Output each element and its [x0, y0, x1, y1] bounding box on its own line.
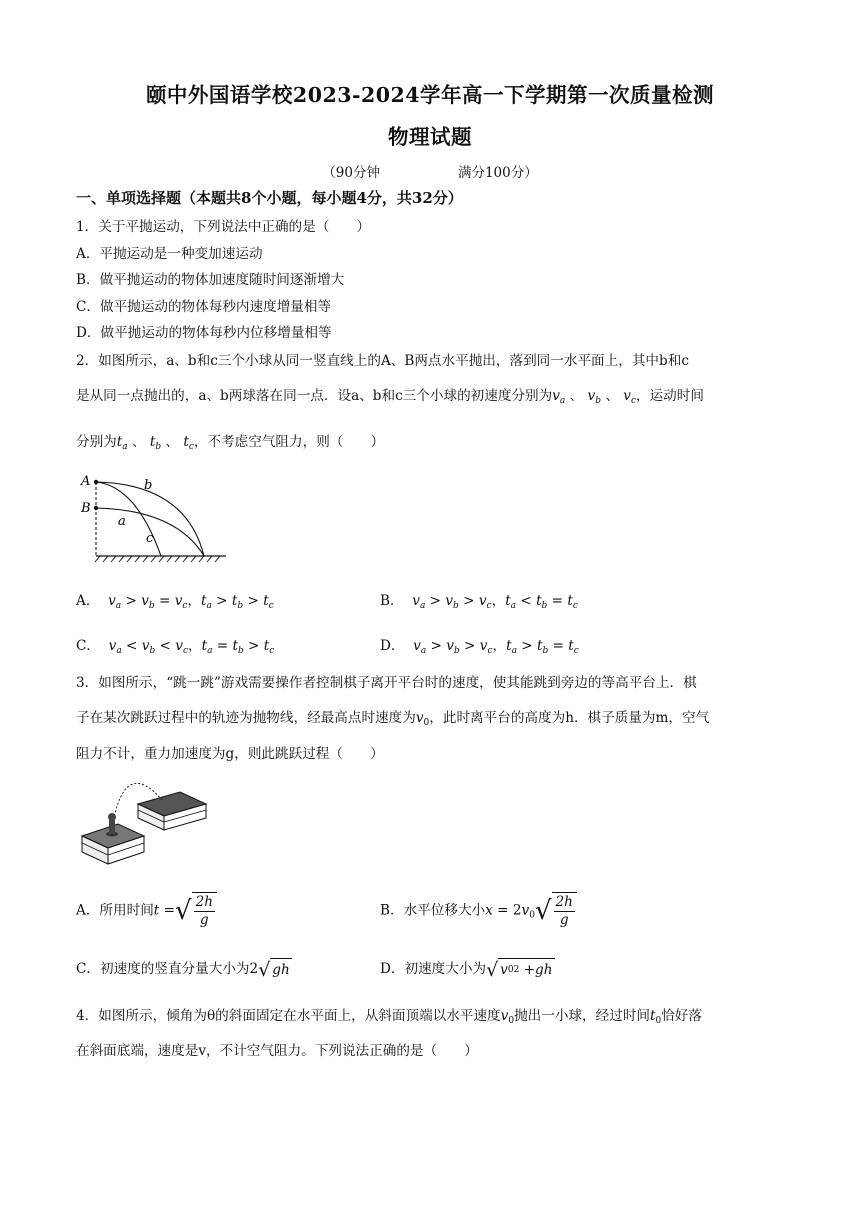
q2-line3-tail: ，不考虑空气阻力，则（ ）	[193, 434, 385, 450]
q2-line2-text: 是从同一点抛出的，a、b两球落在同一点．设a、b和c三个小球的初速度分别为	[76, 388, 553, 404]
q1-option-d: D．做平抛运动的物体每秒内位移增量相等	[76, 325, 332, 341]
q3-line2: 子在某次跳跃过程中的轨迹为抛物线，经最高点时速度为$v_0$，此时离平台的高度为h．棋子质量为m，空气	[76, 710, 710, 728]
point-a-dot	[94, 480, 98, 484]
exam-info	[0, 161, 860, 181]
q2-line3-head: 分别为	[76, 434, 117, 450]
q1-option-a: A．平抛运动是一种变加速运动	[76, 246, 263, 262]
q3-line2-tail: ，此时离平台的高度为h．棋子质量为m，空气	[429, 710, 710, 726]
q4-line1-tail: 恰好落	[661, 1008, 702, 1024]
q2-line2-tail: ，运动时间	[635, 388, 704, 404]
q1-stem: 1．关于平抛运动，下列说法中正确的是（ ）	[76, 219, 371, 235]
q3-jump-game-figure	[78, 766, 228, 876]
q3-option-a: A．所用时间t = √ $\frac{2h}{g}$	[76, 892, 217, 930]
label-B: B	[81, 501, 91, 516]
q4-line2: 在斜面底端，速度是v，不计空气阻力。下列说法正确的是（ ）	[76, 1043, 478, 1059]
exam-duration: （90分钟	[322, 165, 380, 181]
q2-line3: 分别为$t_a$ 、 $t_b$ 、 $t_c$，不考虑空气阻力，则（ ）	[76, 434, 385, 452]
q3-option-d-label: D．初速度大小为	[380, 961, 487, 977]
q2-option-a-label: A．	[76, 593, 100, 609]
label-b: b	[144, 478, 153, 493]
q3-line1: 3．如图所示，“跳一跳”游戏需要操作者控制棋子离开平台时的速度，使其能跳到旁边的等高平台上．棋	[76, 675, 697, 691]
label-A: A	[81, 474, 91, 489]
q3-option-b: B．水平位移大小$x = 2v_0$ √ $\frac{2h}{g}$	[380, 892, 577, 930]
q2-line1: 2．如图所示，a、b和c三个小球从同一竖直线上的A、B两点水平抛出，落到同一水平面上，其中b和c	[76, 353, 689, 369]
label-c: c	[146, 531, 154, 546]
chess-piece-body	[109, 820, 115, 834]
q2-option-d: D． $v_a > v_b > v_c$，$t_a > t_b = t_c$	[380, 638, 579, 656]
q3-option-c-label: C．初速度的竖直分量大小为	[76, 961, 250, 977]
label-a: a	[118, 514, 126, 529]
q3-option-d: D．初速度大小为 √ v 0 2 + gh	[380, 958, 553, 981]
chess-piece-head	[108, 813, 116, 821]
q3-option-b-label: B．水平位移大小	[380, 902, 486, 919]
q2-option-a: A． $v_a > v_b = v_c$，$t_a > t_b > t_c$	[76, 593, 274, 611]
q4-line1: 4．如图所示，倾角为θ的斜面固定在水平面上，从斜面顶端以水平速度$v_0$抛出一小球，经过时间$t_0$恰好落	[76, 1008, 702, 1026]
ground-hatching	[95, 556, 220, 562]
q2-line2: 是从同一点抛出的，a、b两球落在同一点．设a、b和c三个小球的初速度分别为$v_a$ 、 $v_b$ 、 $v_c$，运动时间	[76, 388, 704, 406]
q3-line2-head: 子在某次跳跃过程中的轨迹为抛物线，经最高点时速度为	[76, 710, 416, 726]
q1-option-c: C．做平抛运动的物体每秒内速度增量相等	[76, 299, 332, 315]
q1-option-b: B．做平抛运动的物体加速度随时间逐渐增大	[76, 272, 345, 288]
q2-projectile-figure	[76, 468, 236, 568]
exam-title: 颐中外国语学校2023-2024学年高一下学期第一次质量检测	[145, 83, 715, 107]
q2-option-c-label: C．	[76, 638, 100, 654]
q2-option-b-label: B．	[380, 593, 404, 609]
q2-option-b: B． $v_a > v_b > v_c$，$t_a < t_b = t_c$	[380, 593, 578, 611]
q2-option-c: C． $v_a < v_b < v_c$，$t_a = t_b > t_c$	[76, 638, 275, 656]
q3-line3: 阻力不计，重力加速度为g，则此跳跃过程（ ）	[76, 746, 384, 762]
q4-line1-mid: 抛出一小球，经过时间	[514, 1008, 651, 1024]
q2-option-d-label: D．	[380, 638, 405, 654]
point-b-dot	[94, 506, 98, 510]
section-heading: 一、单项选择题（本题共8个小题，每小题4分，共32分）	[76, 189, 463, 207]
q3-option-a-label: A．所用时间	[76, 902, 154, 919]
exam-full-score: 满分100分）	[457, 165, 538, 181]
q3-option-c: C．初速度的竖直分量大小为2 √ gh	[76, 958, 290, 981]
q4-line1-head: 4．如图所示，倾角为θ的斜面固定在水平面上，从斜面顶端以水平速度	[76, 1008, 501, 1024]
exam-subject: 物理试题	[388, 125, 472, 149]
